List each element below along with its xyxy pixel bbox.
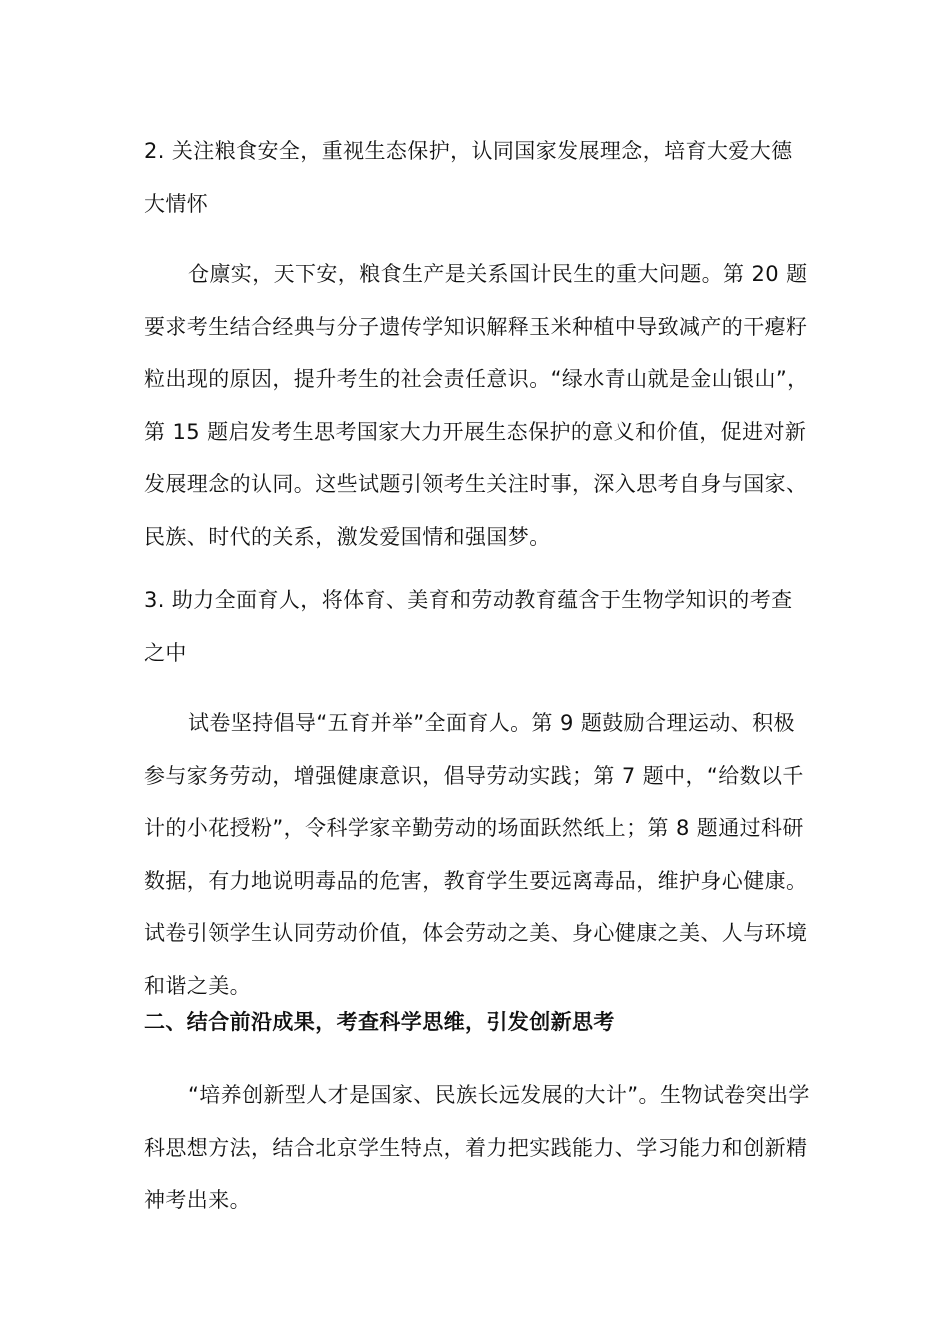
subheading-food-security: 2. 关注粮食安全，重视生态保护，认同国家发展理念，培育大爱大德大情怀 — [144, 139, 793, 216]
paragraph-holistic-education: 试卷坚持倡导“五育并举”全面育人。第 9 题鼓励合理运动、积极参与家务劳动，增强健康意识，倡导劳动实践；第 7 题中，“给数以千计的小花授粉”，令科学家辛勤劳动的场面跃然纸上；第 8 题通过科研数据，有力地说明毒品的危害，教育学生要远离毒品，维护身心健康。试卷引领学生认同劳动价值，体会劳动之美、身心健康之美、人与环境和谐之美。 — [144, 711, 808, 998]
main-heading-scientific-thinking: 二、结合前沿成果，考查科学思维，引发创新思考 — [144, 1010, 615, 1034]
subheading-holistic-education: 3. 助力全面育人，将体育、美育和劳动教育蕴含于生物学知识的考查之中 — [144, 588, 793, 665]
paragraph-innovation: “培养创新型人才是国家、民族长远发展的大计”。生物试卷突出学科思想方法，结合北京学生特点，着力把实践能力、学习能力和创新精神考出来。 — [144, 1083, 810, 1212]
paragraph-food-security: 仓廪实，天下安，粮食生产是关系国计民生的重大问题。第 20 题要求考生结合经典与分子遗传学知识解释玉米种植中导致减产的干瘪籽粒出现的原因，提升考生的社会责任意识。“绿水青山就是金山银山”，第 15 题启发考生思考国家大力开展生态保护的意义和价值，促进对新发展理念的认同。这些试题引领考生关注时事，深入思考自身与国家、民族、时代的关系，激发爱国情和强国梦。 — [144, 262, 809, 549]
